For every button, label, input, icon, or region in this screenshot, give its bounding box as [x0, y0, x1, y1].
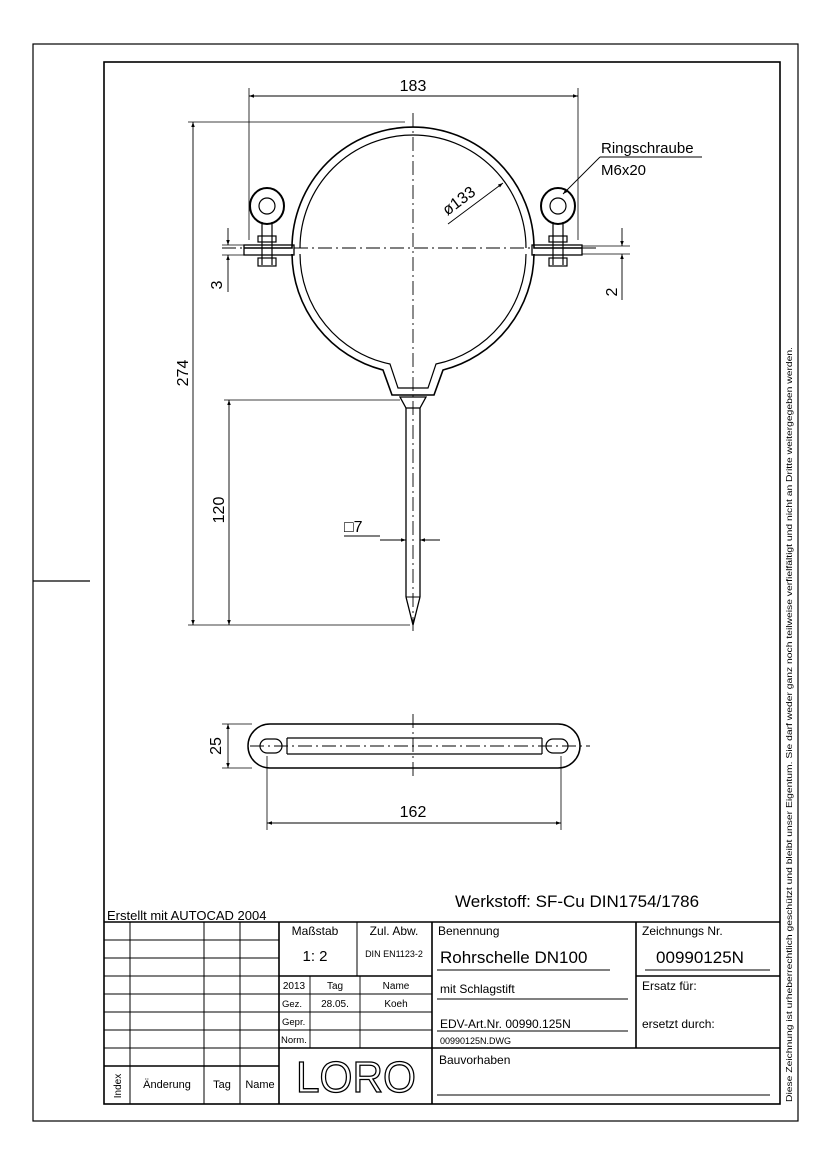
- company-logo: LORO: [296, 1053, 416, 1102]
- scale-value: 1: 2: [302, 948, 328, 965]
- title-block: [104, 922, 780, 1104]
- drawn-name: Koeh: [384, 999, 408, 1010]
- project-label: Bauvorhaben: [439, 1053, 511, 1067]
- year-label: 2013: [282, 981, 306, 992]
- flange-left: [244, 245, 294, 255]
- drawing-number-value: 00990125N: [656, 948, 744, 967]
- flange-right: [532, 245, 582, 255]
- ring-screw-left: [250, 188, 284, 266]
- edv-article-number: EDV-Art.Nr. 00990.125N: [440, 1017, 571, 1031]
- autocad-note: Erstellt mit AUTOCAD 2004: [107, 908, 267, 923]
- replaced-by-label: ersetzt durch:: [642, 1017, 715, 1031]
- dim-strip-width-label: 162: [399, 804, 427, 821]
- front-view: [175, 78, 702, 632]
- name-label: Name: [382, 981, 410, 992]
- checked-label: Gepr.: [282, 1017, 306, 1028]
- dim-square-label: □7: [344, 519, 363, 536]
- dim-total-height-label: 274: [175, 359, 192, 387]
- ring-screw-right: [541, 188, 575, 266]
- norm-label: Norm.: [281, 1035, 307, 1046]
- rev-change-header: Änderung: [143, 1079, 191, 1091]
- tolerance-label: Zul. Abw.: [369, 924, 419, 938]
- callout-thread: M6x20: [601, 162, 647, 179]
- rev-day-header: Tag: [213, 1079, 231, 1091]
- dwg-filename: 00990125N.DWG: [440, 1036, 512, 1046]
- dim-gap-right-label: 2: [604, 287, 621, 297]
- scale-label: Maßstab: [291, 924, 339, 938]
- drawn-date: 28.05.: [321, 999, 349, 1010]
- callout-leader: [563, 157, 600, 194]
- copyright-note: Diese Zeichnung ist urheberrechtlich geschützt und bleibt unser Eigentum. Sie darf weder ganz noch teilweise verfielfältigt und nicht an Dritte weitergegeben werden.: [784, 473, 794, 1102]
- designation-label: Benennung: [438, 924, 500, 938]
- material-note: Werkstoff: SF-Cu DIN1754/1786: [455, 892, 700, 911]
- replacement-for-label: Ersatz für:: [642, 979, 697, 993]
- dim-pin-length-label: 120: [211, 496, 228, 524]
- day-label: Tag: [326, 981, 344, 992]
- drawing-number-label: Zeichnungs Nr.: [642, 924, 723, 938]
- callout-ring-screw: Ringschraube: [601, 140, 694, 157]
- dim-diameter-label: ø133: [439, 183, 479, 220]
- rev-name-header: Name: [245, 1079, 275, 1091]
- rev-index-header: Index: [113, 1073, 124, 1099]
- dim-gap-left-label: 3: [209, 280, 226, 290]
- tolerance-value: DIN EN1123-2: [365, 949, 423, 959]
- designation-value: Rohrschelle DN100: [440, 948, 588, 967]
- designation-sub: mit Schlagstift: [440, 982, 515, 996]
- dim-width-label: 183: [399, 78, 427, 95]
- clamp-band-lower-inner: [300, 254, 526, 388]
- dim-strip-height-label: 25: [208, 737, 225, 755]
- strip-view: [208, 714, 590, 830]
- drawn-by-label: Gez.: [282, 999, 303, 1010]
